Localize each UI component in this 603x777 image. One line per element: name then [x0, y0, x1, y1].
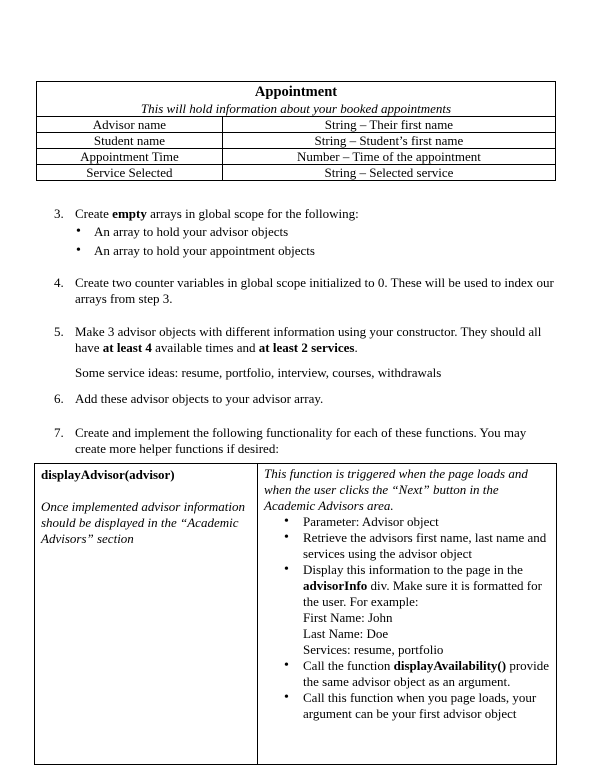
field-type: String – Student’s first name [222, 133, 555, 149]
field-type: String – Selected service [222, 165, 555, 181]
list-item: • Parameter: Advisor object [264, 514, 552, 530]
field-name: Appointment Time [37, 149, 223, 165]
table-row [37, 165, 556, 181]
table-subtitle-row [37, 101, 556, 117]
step-text: Add these advisor objects to your advisor array. [75, 391, 324, 406]
example-line: First Name: John [303, 610, 393, 625]
function-name: displayAdvisor(advisor) [41, 467, 175, 482]
functions-table [34, 463, 557, 765]
list-item: • An array to hold your appointment objects [54, 243, 559, 259]
step-number: 5. [54, 324, 64, 339]
service-ideas-note: Some service ideas: resume, portfolio, interview, courses, withdrawals [75, 365, 442, 380]
example-line: Services: resume, portfolio [303, 642, 444, 657]
field-type: String – Their first name [222, 117, 555, 133]
function-cell [35, 464, 258, 765]
field-name: Advisor name [37, 117, 223, 133]
table-row [35, 464, 557, 765]
function-intro: This function is triggered when the page loads and when the user clicks the “Next” button in the Academic Advisors area. [264, 466, 528, 513]
table-row [37, 133, 556, 149]
step-number: 4. [54, 275, 64, 290]
list-item: • Display this information to the page in the advisorInfo div. Make sure it is formatted for the user. For example: First Name: John Last Name: Doe Services: resume, portfolio [264, 562, 552, 658]
field-name: Student name [37, 133, 223, 149]
field-name: Service Selected [37, 165, 223, 181]
step-text: Create two counter variables in global scope initialized to 0. These will be used to index our arrays from step 3. [75, 275, 554, 306]
function-note: Once implemented advisor information should be displayed in the “Academic Advisors” section [41, 499, 245, 546]
table-row [37, 149, 556, 165]
list-item: • Retrieve the advisors first name, last name and services using the advisor object [264, 530, 552, 562]
step-number: 7. [54, 425, 64, 440]
example-line: Last Name: Doe [303, 626, 389, 641]
step-text: Create empty arrays in global scope for the following: [75, 206, 359, 221]
table-row [37, 117, 556, 133]
step-number: 3. [54, 206, 64, 221]
step-7 [54, 425, 559, 457]
field-type: Number – Time of the appointment [222, 149, 555, 165]
list-item: • Call this function when you page loads, your argument can be your first advisor object [264, 690, 552, 722]
function-description-cell [258, 464, 557, 765]
table-subtitle: This will hold information about your booked appointments [37, 101, 556, 117]
step-4 [54, 275, 559, 307]
function-bullets [264, 514, 552, 722]
table-title-row [37, 82, 556, 102]
step-text: Make 3 advisor objects with different information using your constructor. They should all have at least 4 available times and at least 2 services. [75, 324, 542, 355]
step-3 [54, 206, 559, 259]
step-text: Create and implement the following functionality for each of these functions. You may create more helper functions if desired: [75, 425, 527, 456]
appointment-table [36, 81, 556, 181]
step-5 [54, 324, 559, 381]
table-title: Appointment [37, 82, 556, 102]
list-item: • An array to hold your advisor objects [54, 224, 559, 240]
list-item: • Call the function displayAvailability() provide the same advisor object as an argument. [264, 658, 552, 690]
step-number: 6. [54, 391, 64, 406]
step-6 [54, 391, 559, 407]
